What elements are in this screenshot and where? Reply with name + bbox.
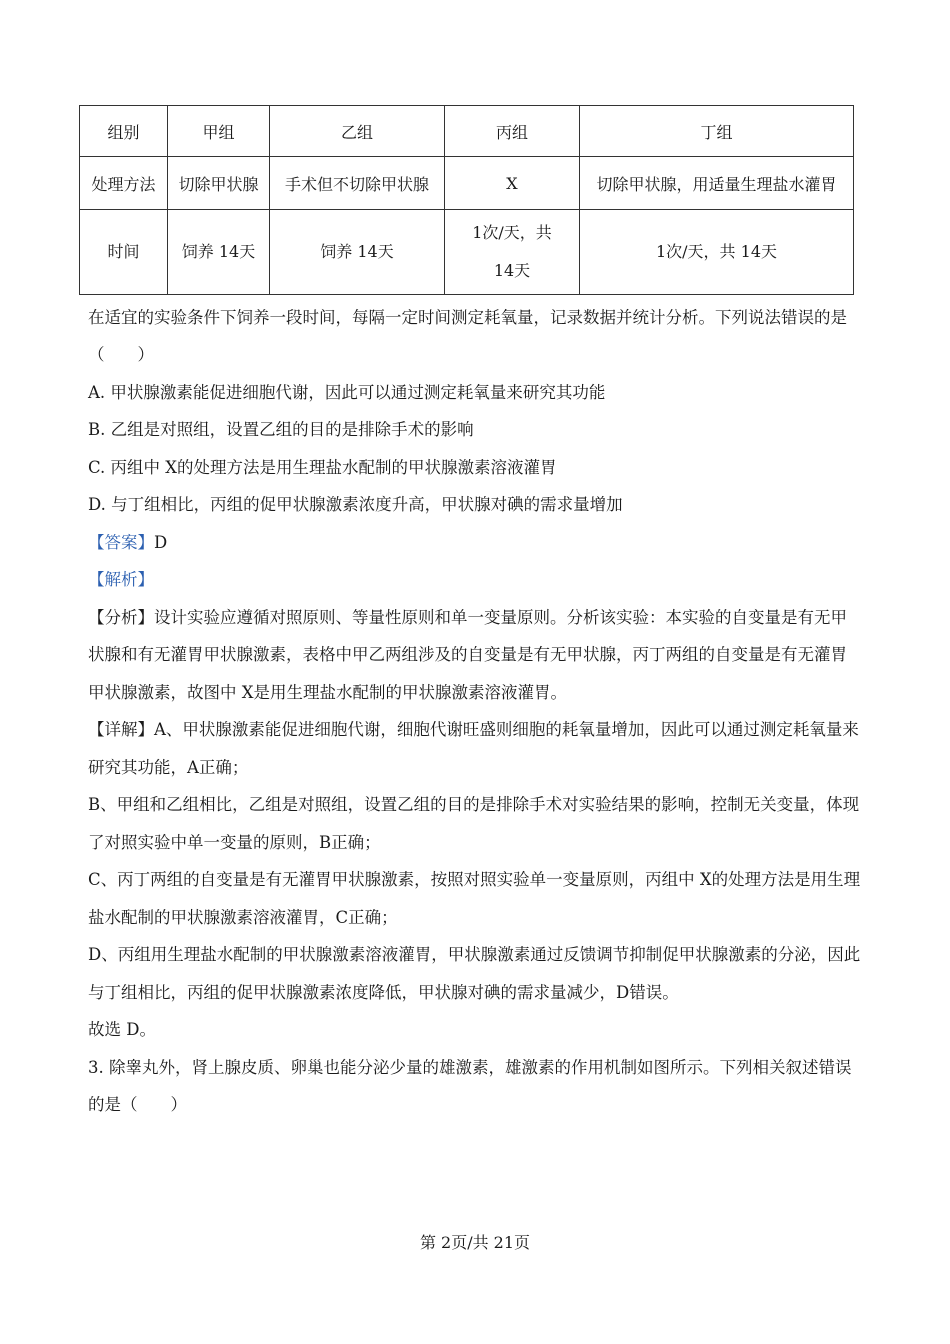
fenxi-line: 甲状腺激素，故图中 X是用生理盐水配制的甲状腺激素溶液灌胃。 xyxy=(88,683,567,702)
table-row xyxy=(80,157,854,210)
table-cell: 时间 xyxy=(80,210,168,295)
table-cell: 饲养 14天 xyxy=(168,210,270,295)
answer-line xyxy=(88,533,167,553)
table-cell: 切除甲状腺 xyxy=(168,157,270,210)
conclusion: 故选 D。 xyxy=(88,1020,156,1039)
fenxi-text: 设计实验应遵循对照原则、等量性原则和单一变量原则。分析该实验：本实验的自变量是有无甲 xyxy=(154,608,847,627)
question-stem: 在适宜的实验条件下饲养一段时间，每隔一定时间测定耗氧量，记录数据并统计分析。下列说法错误的是 xyxy=(88,308,847,327)
table-cell: 组别 xyxy=(80,106,168,157)
table-cell: 1次/天，共 14天 xyxy=(445,210,580,295)
detail-a-line: 研究其功能，A正确； xyxy=(88,758,249,777)
table-row xyxy=(80,106,854,157)
option-a: A. 甲状腺激素能促进细胞代谢，因此可以通过测定耗氧量来研究其功能 xyxy=(88,383,606,402)
detail-b-line: 了对照实验中单一变量的原则，B正确； xyxy=(88,833,381,852)
table-cell: 甲组 xyxy=(168,106,270,157)
table-cell: X xyxy=(445,157,580,210)
detail-c-line: C、丙丁两组的自变量是有无灌胃甲状腺激素，按照对照实验单一变量原则，丙组中 X的处理方法是用生理 xyxy=(88,870,861,889)
option-d: D. 与丁组相比，丙组的促甲状腺激素浓度升高，甲状腺对碘的需求量增加 xyxy=(88,495,623,514)
answer-label: 【答案】 xyxy=(88,533,154,552)
table-cell: 切除甲状腺，用适量生理盐水灌胃 xyxy=(580,157,854,210)
question-3-stem: 的是（ ） xyxy=(88,1095,187,1114)
fenxi-line: 状腺和有无灌胃甲状腺激素，表格中甲乙两组涉及的自变量是有无甲状腺，丙丁两组的自变量是有无灌胃 xyxy=(88,645,847,664)
detail-d-line: 与丁组相比，丙组的促甲状腺激素浓度降低，甲状腺对碘的需求量减少，D错误。 xyxy=(88,983,679,1002)
table-cell: 1次/天，共 14天 xyxy=(580,210,854,295)
detail-c-line: 盐水配制的甲状腺激素溶液灌胃，C正确； xyxy=(88,908,398,927)
experiment-table xyxy=(79,105,854,295)
table-cell: 处理方法 xyxy=(80,157,168,210)
answer-value: D xyxy=(154,533,168,552)
fenxi-label: 【分析】 xyxy=(88,608,154,627)
table-row xyxy=(80,210,854,295)
table-cell: 丁组 xyxy=(580,106,854,157)
xiangjie-label: 【详解】 xyxy=(88,720,154,739)
table-cell: 丙组 xyxy=(445,106,580,157)
option-b: B. 乙组是对照组，设置乙组的目的是排除手术的影响 xyxy=(88,420,474,439)
question-3-stem: 3. 除睾丸外，肾上腺皮质、卵巢也能分泌少量的雄激素，雄激素的作用机制如图所示。下列相关叙述错误 xyxy=(88,1058,852,1077)
detail-text: A、甲状腺激素能促进细胞代谢，细胞代谢旺盛则细胞的耗氧量增加，因此可以通过测定耗氧量来 xyxy=(154,720,859,739)
detail-a-line xyxy=(88,720,859,740)
detail-d-line: D、丙组用生理盐水配制的甲状腺激素溶液灌胃，甲状腺激素通过反馈调节抑制促甲状腺激素的分泌，因此 xyxy=(88,945,861,964)
table-cell: 手术但不切除甲状腺 xyxy=(270,157,445,210)
fenxi-line xyxy=(88,608,847,628)
option-c: C. 丙组中 X的处理方法是用生理盐水配制的甲状腺激素溶液灌胃 xyxy=(88,458,557,477)
answer-blank: （ ） xyxy=(88,345,154,364)
analysis-label: 【解析】 xyxy=(88,570,154,589)
detail-b-line: B、甲组和乙组相比，乙组是对照组，设置乙组的目的是排除手术对实验结果的影响，控制无关变量，体现 xyxy=(88,795,860,814)
table-cell: 乙组 xyxy=(270,106,445,157)
table-cell: 饲养 14天 xyxy=(270,210,445,295)
page-footer: 第 2页/共 21页 xyxy=(419,1233,531,1252)
